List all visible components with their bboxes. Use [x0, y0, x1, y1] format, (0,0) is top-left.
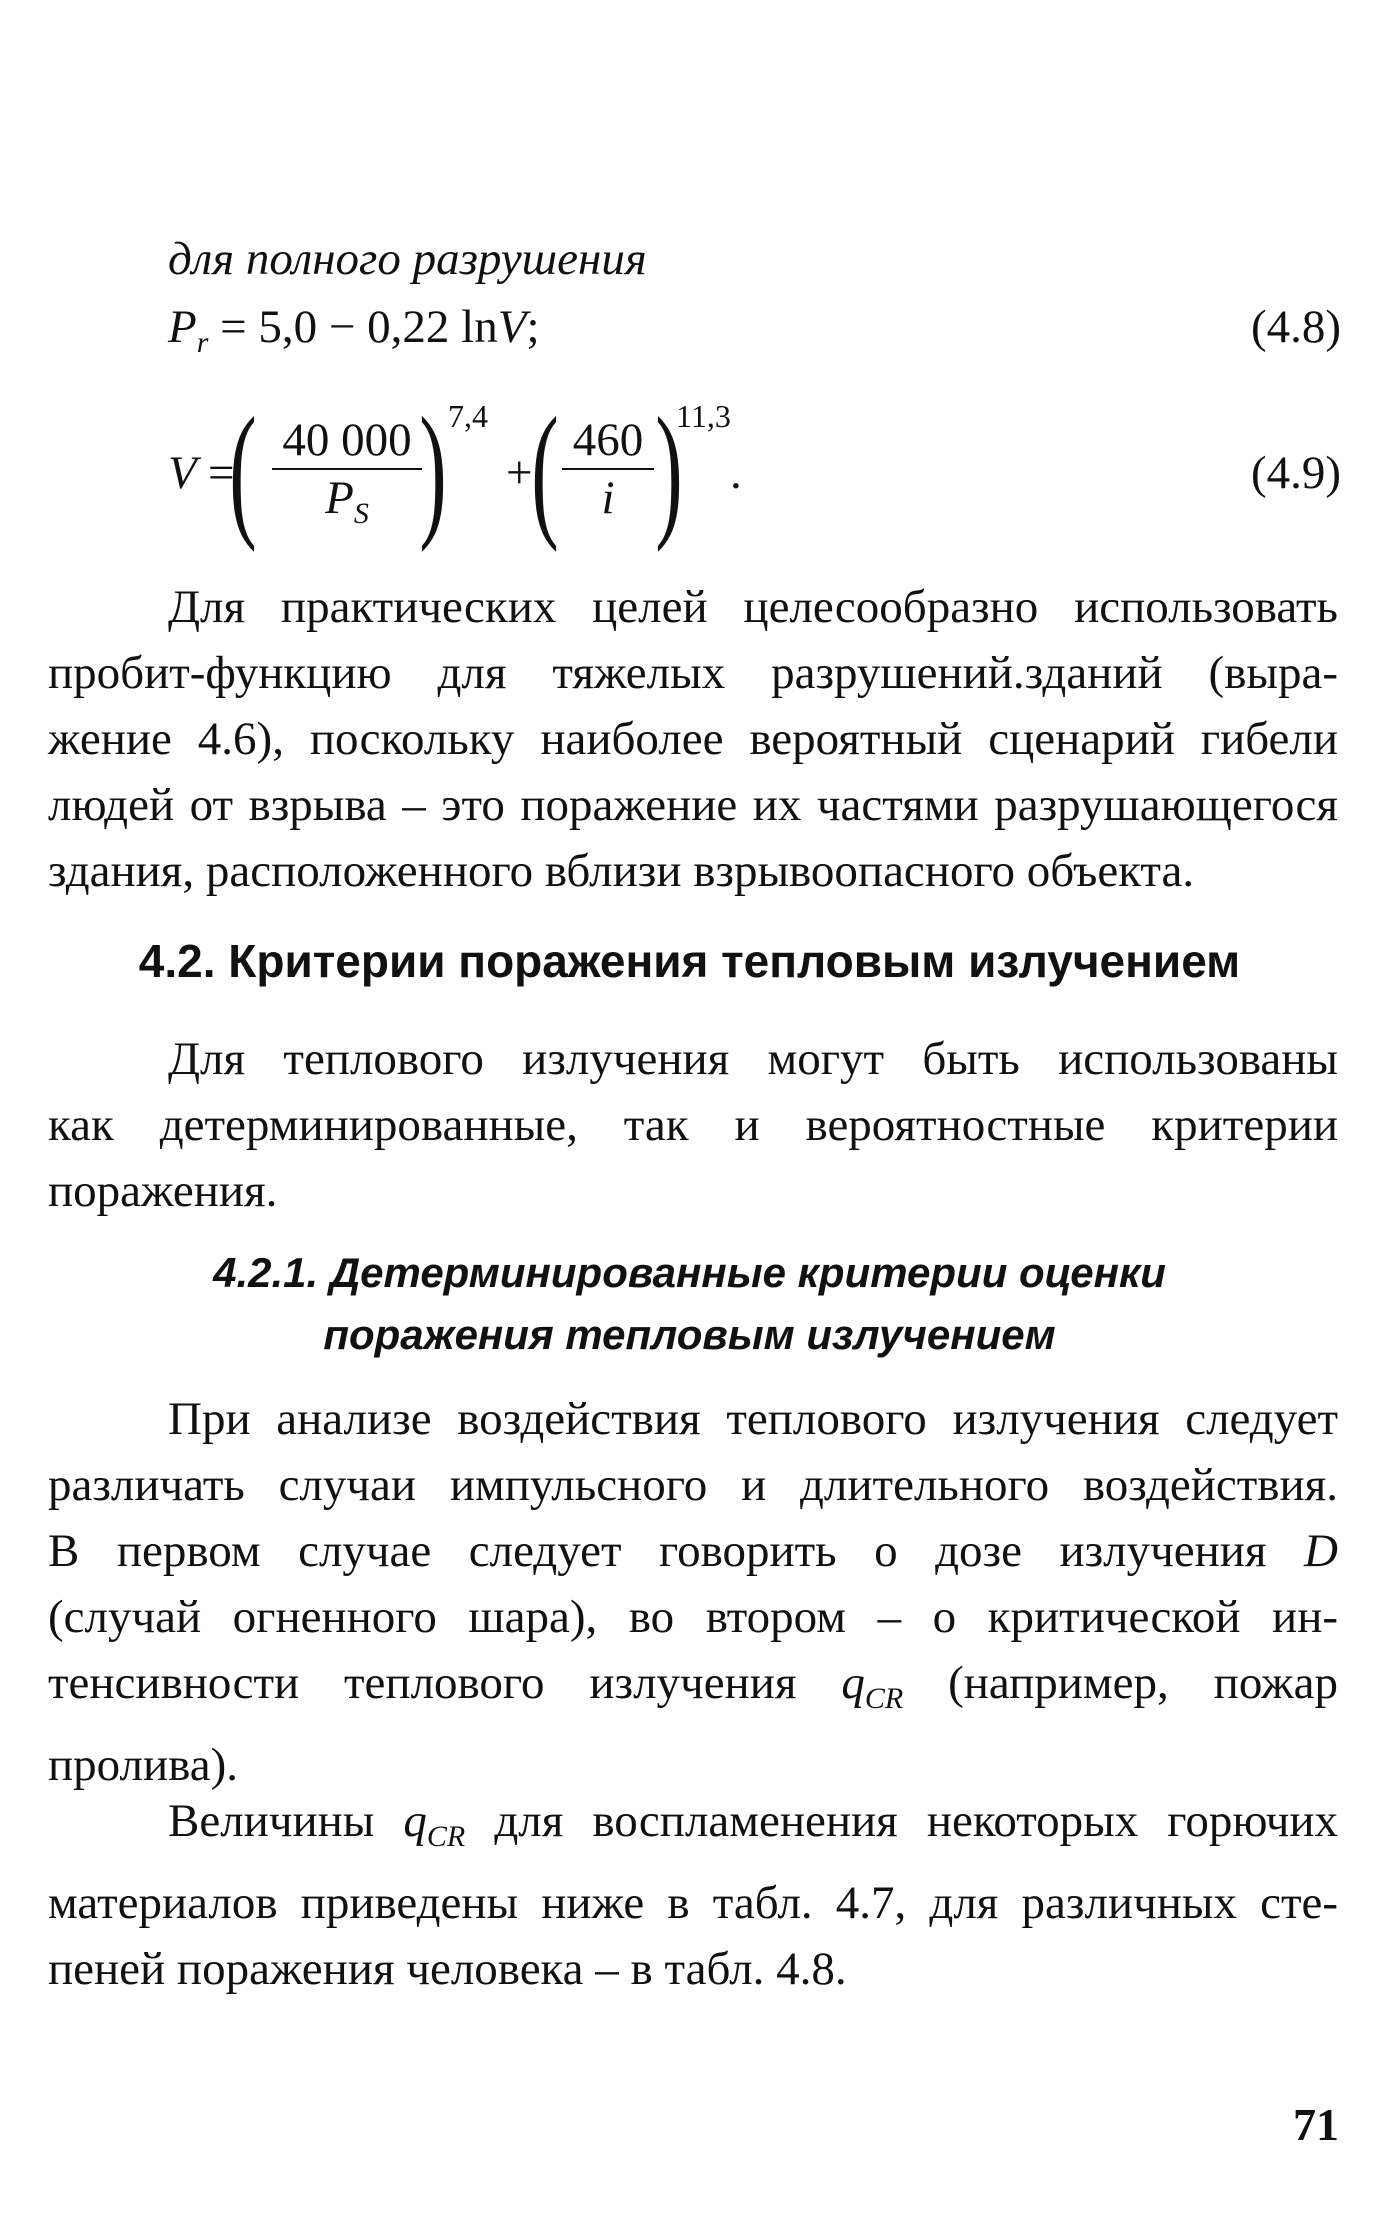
eq49-frac2-num: 460 — [562, 412, 654, 470]
subsection-heading — [0, 1242, 1379, 1366]
eq49-frac1-den: P — [325, 472, 354, 524]
text-line: различать случаи импульсного и длительного воздействия. — [48, 1459, 1338, 1511]
text-line: При анализе воздействия теплового излучения следует — [168, 1393, 1338, 1445]
eq48-lhs-sub: r — [196, 326, 209, 359]
eq49-frac1-den-wrap — [272, 470, 422, 542]
subsection-heading-line-2: поражения тепловым излучением — [323, 1311, 1056, 1358]
paragraph-impulse-vs-long — [48, 1386, 1338, 1798]
text-line: поражения. — [48, 1165, 278, 1217]
text-span: тенсивности теплового излучения — [48, 1657, 842, 1709]
eq48-rhs: = 5,0 − 0,22 ln — [208, 301, 498, 353]
paragraph-practical-purposes — [48, 574, 1338, 904]
equation-number-4-8: (4.8) — [1250, 301, 1341, 353]
text-line: Для практических целей целесообразно использовать — [168, 581, 1338, 633]
eq49-exponent-2: 11,3 — [676, 398, 731, 434]
text-line: материалов приведены ниже в табл. 4.7, для различных сте- — [48, 1877, 1338, 1929]
eq49-paren-open-1: ( — [229, 387, 257, 553]
eq49-lhs: V — [168, 447, 197, 499]
eq49-end: . — [730, 447, 742, 499]
formula-intro: для полного разрушения — [168, 233, 647, 285]
eq48-lhs: P — [168, 301, 197, 353]
text-span: (например, пожар — [903, 1657, 1338, 1709]
text-span: В первом случае следует говорить о дозе излучения — [48, 1525, 1305, 1577]
text-line: жение 4.6), поскольку наиболее вероятный сценарий гибели — [48, 713, 1338, 765]
subsection-heading-line-1: 4.2.1. Детерминированные критерии оценки — [213, 1249, 1166, 1296]
text-line — [48, 1650, 1338, 1732]
paragraph-qcr-values — [48, 1788, 1338, 2002]
eq49-exponent-1: 7,4 — [448, 398, 488, 434]
text-span: Величины — [168, 1795, 404, 1847]
eq49-paren-close-2: ) — [655, 387, 683, 553]
eq49-fraction-2 — [562, 412, 654, 526]
eq49-paren-open-2: ( — [531, 387, 559, 553]
text-line: пробит-функцию для тяжелых разрушений.зданий (выра- — [48, 647, 1338, 699]
eq48-var: V — [497, 301, 527, 353]
text-line: Для теплового излучения могут быть использованы — [168, 1033, 1338, 1085]
qcr-variable: q — [403, 1795, 427, 1847]
eq49-frac1-num: 40 000 — [272, 412, 422, 470]
paragraph-thermal-radiation — [48, 1026, 1338, 1224]
eq49-plus: + — [506, 447, 533, 499]
qcr-variable: q — [841, 1657, 865, 1709]
text-span: для воспламенения некоторых горючих — [465, 1795, 1339, 1847]
text-line: (случай огненного шара), во втором – о критической ин- — [48, 1591, 1338, 1643]
eq49-equals: = — [208, 447, 235, 499]
equation-4-8 — [168, 300, 540, 360]
page-number: 71 — [1293, 2099, 1339, 2150]
qcr-subscript: CR — [426, 1820, 466, 1853]
eq49-frac2-den: i — [601, 472, 615, 524]
eq49-paren-close-1: ) — [419, 387, 447, 553]
eq49-frac1-den-sub: S — [353, 497, 369, 530]
text-line: пеней поражения человека – в табл. 4.8. — [48, 1943, 847, 1995]
text-line — [48, 1788, 1338, 1870]
text-line: как детерминированные, так и вероятностные критерии — [48, 1099, 1338, 1151]
qcr-subscript: CR — [864, 1682, 904, 1715]
text-line: пролива). — [48, 1739, 238, 1791]
text-line — [48, 1518, 1338, 1584]
eq48-end: ; — [526, 301, 540, 353]
text-line: здания, расположенного вблизи взрывоопасного объекта. — [48, 845, 1195, 897]
dose-variable: D — [1304, 1525, 1338, 1577]
equation-number-4-9: (4.9) — [1250, 447, 1341, 499]
eq49-fraction-1 — [272, 412, 422, 542]
section-heading: 4.2. Критерии поражения тепловым излучением — [138, 935, 1241, 987]
text-line: людей от взрыва – это поражение их частями разрушающегося — [48, 779, 1338, 831]
